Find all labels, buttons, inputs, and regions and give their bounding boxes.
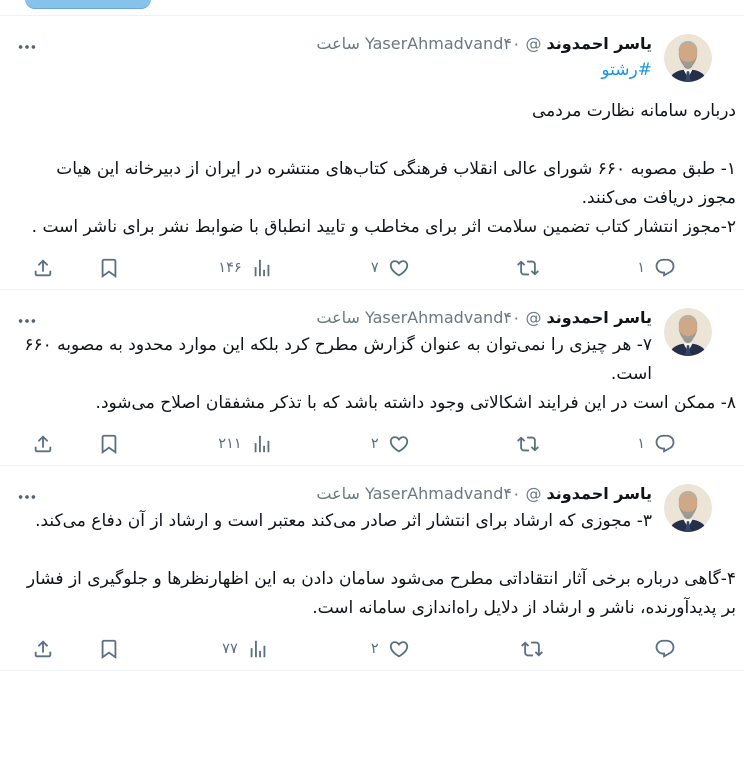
reply-icon <box>654 638 676 660</box>
profile-photo-icon <box>664 308 712 356</box>
avatar[interactable] <box>664 34 712 82</box>
top-divider <box>0 0 744 16</box>
like-count: ۷ <box>370 260 379 276</box>
tweet-text: ۲-مجوز انتشار کتاب تضمین سلامت اثر برای مخاطب و تایید انطباق با ضوابط نشر برای ناشر است . <box>31 217 736 237</box>
new-tweets-pill[interactable] <box>25 0 151 9</box>
user-handle[interactable]: @YaserAhmadvand <box>365 34 542 53</box>
reply-button[interactable] <box>645 638 676 660</box>
timestamp: ۴۰ ساعت <box>316 484 521 503</box>
profile-photo-icon <box>664 34 712 82</box>
user-handle[interactable]: @YaserAhmadvand <box>365 308 542 327</box>
analytics-bars-icon <box>247 638 269 660</box>
analytics-bars-icon <box>251 257 273 279</box>
bookmark-button[interactable] <box>98 257 120 279</box>
share-button[interactable] <box>32 257 54 279</box>
heart-icon <box>388 638 410 660</box>
bookmark-icon <box>98 433 120 455</box>
reply-icon <box>654 257 676 279</box>
retweet-icon <box>521 638 543 660</box>
tweet-actions <box>18 255 736 281</box>
avatar[interactable] <box>664 308 712 356</box>
like-count: ۲ <box>370 641 379 657</box>
tweet[interactable] <box>0 16 744 290</box>
retweet-button[interactable] <box>512 638 543 660</box>
tweet-header <box>18 482 736 505</box>
retweet-icon <box>517 433 539 455</box>
views-count: ۲۱۱ <box>218 436 242 452</box>
like-button[interactable] <box>371 433 410 455</box>
views-count: ۱۴۶ <box>218 260 242 276</box>
like-count: ۲ <box>370 436 379 452</box>
tweet-body <box>18 97 736 242</box>
share-icon <box>32 257 54 279</box>
views-button[interactable] <box>218 257 272 279</box>
more-horizontal-icon <box>16 310 38 332</box>
bookmark-icon <box>98 638 120 660</box>
secondary-actions <box>32 433 120 455</box>
more-horizontal-icon <box>16 486 38 508</box>
analytics-bars-icon <box>251 433 273 455</box>
bookmark-button[interactable] <box>98 638 120 660</box>
secondary-actions <box>32 257 120 279</box>
share-icon <box>32 638 54 660</box>
reply-button[interactable] <box>637 433 676 455</box>
bookmark-icon <box>98 257 120 279</box>
timestamp: ۴۰ ساعت <box>316 308 521 327</box>
user-handle[interactable]: @YaserAhmadvand <box>365 484 542 503</box>
retweet-icon <box>517 257 539 279</box>
share-icon <box>32 433 54 455</box>
secondary-actions <box>32 638 120 660</box>
share-button[interactable] <box>32 638 54 660</box>
more-options-button[interactable] <box>16 310 38 332</box>
views-count: ۷۷ <box>222 641 238 657</box>
tweet-text: ۴-گاهی درباره برخی آثار انتقاداتی مطرح می‌شود سامان دادن به این اظهارنظرها و جلوگیری از فشار بر پدیدآورنده، ناشر و ارشاد از دلایل راه‌اندازی سامانه است. <box>26 569 736 618</box>
tweet-actions <box>18 636 736 662</box>
tweet-body <box>18 507 736 623</box>
tweet-header <box>18 32 736 55</box>
display-name[interactable]: یاسر احمدوند <box>546 34 652 53</box>
profile-photo-icon <box>664 484 712 532</box>
views-button[interactable] <box>218 433 272 455</box>
tweet-text: ۸- ممکن است در این فرایند اشکالاتی وجود داشته باشد که با تذکر مشفقان اصلاح می‌شود. <box>95 393 736 413</box>
tweet-actions <box>18 431 736 457</box>
more-options-button[interactable] <box>16 486 38 508</box>
like-button[interactable] <box>371 257 410 279</box>
retweet-button[interactable] <box>508 433 539 455</box>
avatar[interactable] <box>664 484 712 532</box>
timestamp: ۴۰ ساعت <box>316 34 521 53</box>
reply-count: ۱ <box>637 436 645 452</box>
more-horizontal-icon <box>16 36 38 58</box>
views-button[interactable] <box>222 638 269 660</box>
bookmark-button[interactable] <box>98 433 120 455</box>
display-name[interactable]: یاسر احمدوند <box>546 308 652 327</box>
hashtag-link[interactable]: #رشتو <box>601 60 652 80</box>
like-button[interactable] <box>371 638 410 660</box>
tweet-text: ۳- مجوزی که ارشاد برای انتشار اثر صادر می‌کند معتبر است و ارشاد از آن دفاع می‌کند. <box>35 511 652 531</box>
heart-icon <box>388 257 410 279</box>
more-options-button[interactable] <box>16 36 38 58</box>
heart-icon <box>388 433 410 455</box>
retweet-button[interactable] <box>508 257 539 279</box>
reply-count: ۱ <box>637 260 645 276</box>
tweet-body <box>18 331 736 418</box>
tweet-text: ۷- هر چیزی را نمی‌توان به عنوان گزارش مطرح کرد بلکه این موارد محدود به مصوبه ۶۶۰ است. <box>24 335 652 384</box>
tweet-text: درباره سامانه نظارت مردمی <box>532 101 736 121</box>
reply-button[interactable] <box>637 257 676 279</box>
display-name[interactable]: یاسر احمدوند <box>546 484 652 503</box>
tweet[interactable] <box>0 290 744 466</box>
tweet[interactable] <box>0 466 744 671</box>
tweet-text: ۱- طبق مصوبه ۶۶۰ شورای عالی انقلاب فرهنگی کتاب‌های منتشره در ایران از دبیرخانه این هیات مجوز دریافت می‌کنند. <box>56 159 736 208</box>
share-button[interactable] <box>32 433 54 455</box>
reply-icon <box>654 433 676 455</box>
tweet-header <box>18 306 736 329</box>
